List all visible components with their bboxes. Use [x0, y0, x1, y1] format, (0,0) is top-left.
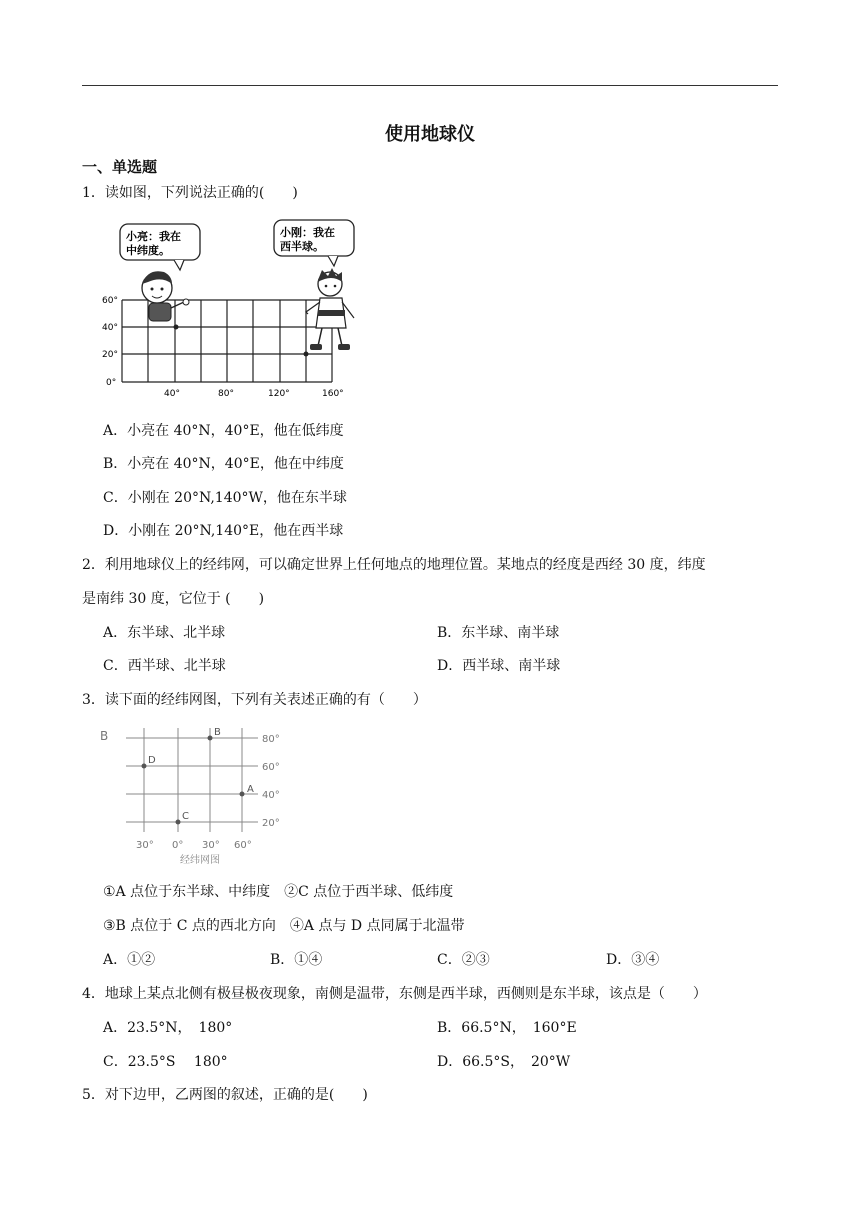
question-4-option-d[interactable] — [437, 1052, 570, 1072]
question-4-stem: 地球上某点北侧有极昼极夜现象，南侧是温带，东侧是西半球，西侧则是东半球，该点是（ ） — [104, 986, 707, 1002]
q3-x-tick: 0° — [172, 840, 184, 851]
question-3-option-d[interactable] — [606, 950, 659, 970]
question-2-stem-1: 利用地球仪上的经纬网，可以确定世界上任何地点的地理位置。某地点的经度是西经 30 度，纬度 — [104, 557, 706, 573]
page-title: 使用地球仪 — [385, 124, 475, 145]
q3-point-d-label: D — [148, 755, 156, 766]
question-3-stem: 读下面的经纬网图，下列有关表述正确的有（ ） — [104, 692, 427, 708]
question-3-statements-2: ③B 点位于 C 点的西北方向 ④A 点与 D 点同属于北温带 — [103, 918, 465, 934]
option-label: C． — [437, 952, 462, 968]
question-1-number: 1． — [82, 185, 105, 201]
header-rule — [82, 85, 778, 86]
option-text: 西半球、南半球 — [462, 658, 561, 674]
q1-bubble-right-line2: 西半球。 — [280, 240, 324, 253]
option-label: A． — [103, 625, 128, 641]
q3-point-a — [240, 792, 245, 797]
option-text: ③④ — [631, 952, 660, 968]
option-label: D． — [437, 658, 463, 674]
option-text: 东半球、北半球 — [127, 625, 226, 641]
option-text: 东半球、南半球 — [461, 625, 560, 641]
option-text: 23.5°N， 180° — [127, 1020, 233, 1036]
q3-y-tick: 60° — [262, 762, 280, 773]
question-1 — [82, 183, 298, 203]
question-1-figure — [102, 210, 362, 405]
question-5 — [82, 1085, 368, 1105]
q1-bubble-left-line1: 小亮：我在 — [126, 230, 181, 243]
option-label: B． — [270, 952, 295, 968]
q1-y-tick: 20° — [102, 350, 118, 360]
q3-point-c-label: C — [182, 811, 189, 822]
question-2-line-1 — [82, 555, 706, 575]
question-1-option-d[interactable] — [103, 521, 343, 541]
question-3-number: 3． — [82, 692, 105, 708]
q1-x-tick: 80° — [218, 389, 234, 399]
q3-x-tick: 30° — [136, 840, 154, 851]
question-2-number: 2． — [82, 557, 105, 573]
question-4-option-c[interactable] — [103, 1052, 228, 1072]
q3-x-tick: 60° — [234, 840, 252, 851]
question-3-option-b[interactable] — [270, 950, 322, 970]
question-4-option-b[interactable] — [437, 1018, 577, 1038]
q3-y-tick: 20° — [262, 818, 280, 829]
question-2-option-b[interactable] — [437, 623, 559, 643]
option-text: 23.5°S 180° — [127, 1054, 228, 1070]
q3-corner-letter: B — [100, 729, 109, 743]
option-text: 西半球、北半球 — [127, 658, 226, 674]
q1-y-tick: 40° — [102, 323, 118, 333]
question-1-option-a[interactable] — [103, 421, 344, 441]
option-label: A． — [103, 1020, 128, 1036]
q1-bubble-left-line2: 中纬度。 — [126, 244, 170, 257]
q3-point-a-label: A — [247, 784, 254, 795]
q1-boy-right-illustration — [304, 268, 355, 357]
option-text: 66.5°N， 160°E — [461, 1020, 577, 1036]
question-3-option-a[interactable] — [103, 950, 155, 970]
q1-x-tick: 160° — [322, 389, 344, 399]
option-label: B． — [103, 456, 128, 472]
option-text: ①④ — [294, 952, 323, 968]
q3-x-tick: 30° — [202, 840, 220, 851]
question-1-option-b[interactable] — [103, 454, 344, 474]
q1-y-tick: 0° — [106, 378, 117, 388]
question-2-option-d[interactable] — [437, 656, 560, 676]
option-label: C． — [103, 1054, 128, 1070]
option-label: A． — [103, 952, 128, 968]
option-label: D． — [606, 952, 632, 968]
q3-point-d — [142, 764, 147, 769]
question-2-option-a[interactable] — [103, 623, 225, 643]
option-text: 66.5°S， 20°W — [462, 1054, 571, 1070]
question-4-number: 4． — [82, 986, 105, 1002]
q1-bubble-right-line1: 小刚：我在 — [280, 226, 335, 239]
question-5-number: 5． — [82, 1087, 105, 1103]
section-heading: 一、单选题 — [82, 158, 158, 176]
option-label: C． — [103, 490, 128, 506]
q3-caption: 经纬网图 — [180, 855, 220, 866]
q1-x-tick: 40° — [164, 389, 180, 399]
option-text: 小亮在 40°N，40°E，他在低纬度 — [127, 423, 344, 439]
q1-x-tick: 120° — [268, 389, 290, 399]
question-3-statements-1: ①A 点位于东半球、中纬度 ②C 点位于西半球、低纬度 — [103, 884, 454, 900]
option-label: C． — [103, 658, 128, 674]
q3-point-c — [176, 820, 181, 825]
option-text: 小刚在 20°N,140°W，他在东半球 — [127, 490, 347, 506]
q1-y-tick: 60° — [102, 296, 118, 306]
option-label: B． — [437, 1020, 462, 1036]
question-5-stem: 对下边甲，乙两图的叙述，正确的是( ) — [104, 1087, 368, 1103]
option-label: D． — [437, 1054, 463, 1070]
option-text: ①② — [127, 952, 156, 968]
question-1-option-c[interactable] — [103, 488, 347, 508]
question-4-option-a[interactable] — [103, 1018, 232, 1038]
option-label: D． — [103, 523, 129, 539]
q3-y-tick: 40° — [262, 790, 280, 801]
question-2-line-2: 是南纬 30 度，它位于 ( ) — [82, 591, 265, 607]
option-text: ②③ — [461, 952, 490, 968]
option-text: 小刚在 20°N,140°E，他在西半球 — [128, 523, 344, 539]
question-3-option-c[interactable] — [437, 950, 490, 970]
question-2-option-c[interactable] — [103, 656, 226, 676]
question-3-figure — [98, 724, 298, 869]
option-label: B． — [437, 625, 462, 641]
option-text: 小亮在 40°N，40°E，他在中纬度 — [127, 456, 344, 472]
q3-point-b-label: B — [214, 727, 221, 738]
option-label: A． — [103, 423, 128, 439]
question-4 — [82, 984, 707, 1004]
question-3 — [82, 690, 427, 710]
q3-point-b — [208, 736, 213, 741]
question-1-stem: 读如图，下列说法正确的( ) — [104, 185, 298, 201]
q3-y-tick: 80° — [262, 734, 280, 745]
